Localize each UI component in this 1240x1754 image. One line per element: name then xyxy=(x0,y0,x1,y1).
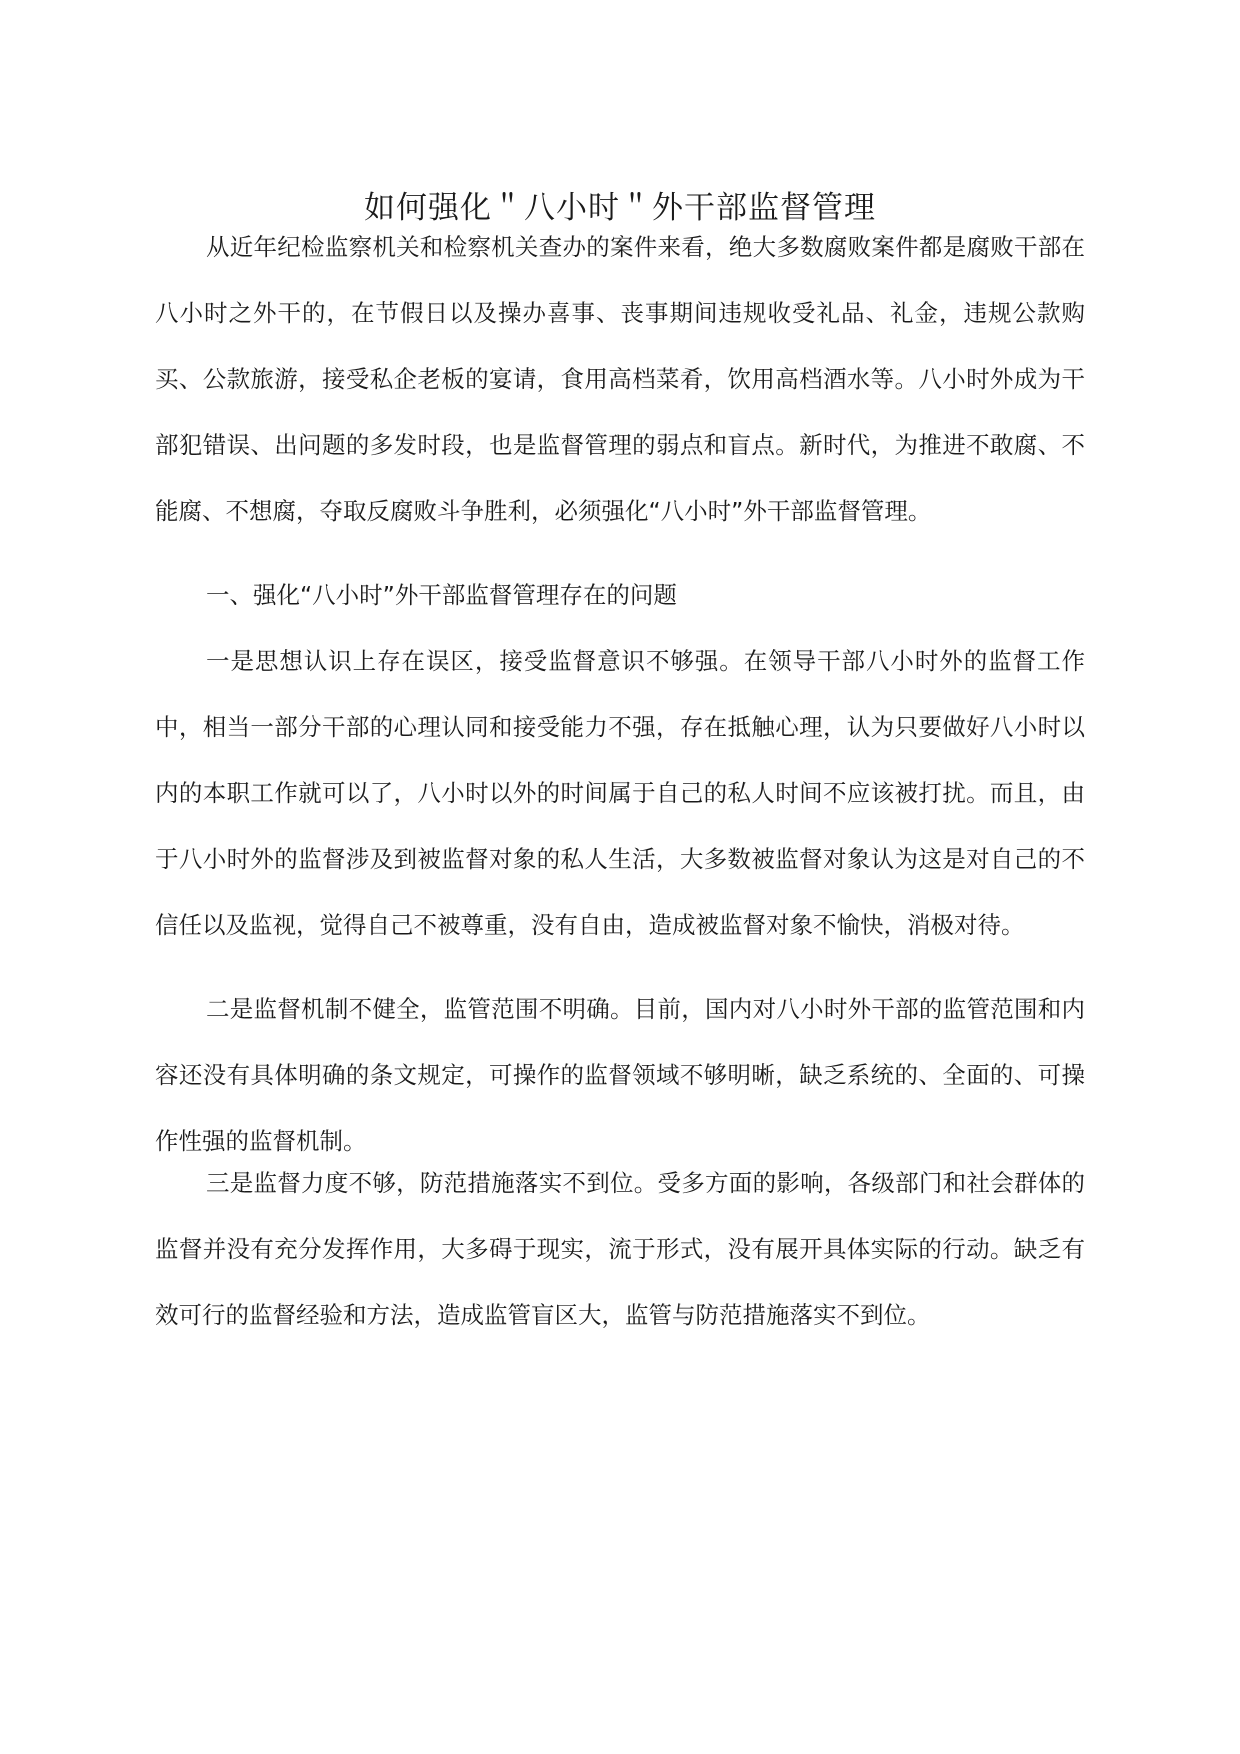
document-title: 如何强化＂八小时＂外干部监督管理 xyxy=(364,190,876,226)
paragraph-point-one: 一是思想认识上存在误区，接受监督意识不够强。在领导干部八小时外的监督工作中，相当一部分干部的心理认同和接受能力不强，存在抵触心理，认为只要做好八小时以内的本职工作就可以了，八小时以外的时间属于自己的私人时间不应该被打扰。而且，由于八小时外的监督涉及到被监督对象的私人生活，大多数被监督对象认为这是对自己的不信任以及监视，觉得自己不被尊重，没有自由，造成被监督对象不愉快，消极对待。 xyxy=(155,647,1085,939)
section-heading-problems: 一、强化“八小时”外干部监督管理存在的问题 xyxy=(206,581,677,609)
paragraph-point-two: 二是监督机制不健全，监管范围不明确。目前，国内对八小时外干部的监管范围和内容还没有具体明确的条文规定，可操作的监督领域不够明晰，缺乏系统的、全面的、可操作性强的监督机制。 xyxy=(155,995,1085,1155)
paragraph-point-three: 三是监督力度不够，防范措施落实不到位。受多方面的影响，各级部门和社会群体的监督并没有充分发挥作用，大多碍于现实，流于形式，没有展开具体实际的行动。缺乏有效可行的监督经验和方法，造成监管盲区大，监管与防范措施落实不到位。 xyxy=(155,1169,1085,1329)
paragraph-intro: 从近年纪检监察机关和检察机关查办的案件来看，绝大多数腐败案件都是腐败干部在八小时之外干的，在节假日以及操办喜事、丧事期间违规收受礼品、礼金，违规公款购买、公款旅游，接受私企老板的宴请，食用高档菜肴，饮用高档酒水等。八小时外成为干部犯错误、出问题的多发时段，也是监督管理的弱点和盲点。新时代，为推进不敢腐、不能腐、不想腐，夺取反腐败斗争胜利，必须强化“八小时”外干部监督管理。 xyxy=(155,233,1085,525)
